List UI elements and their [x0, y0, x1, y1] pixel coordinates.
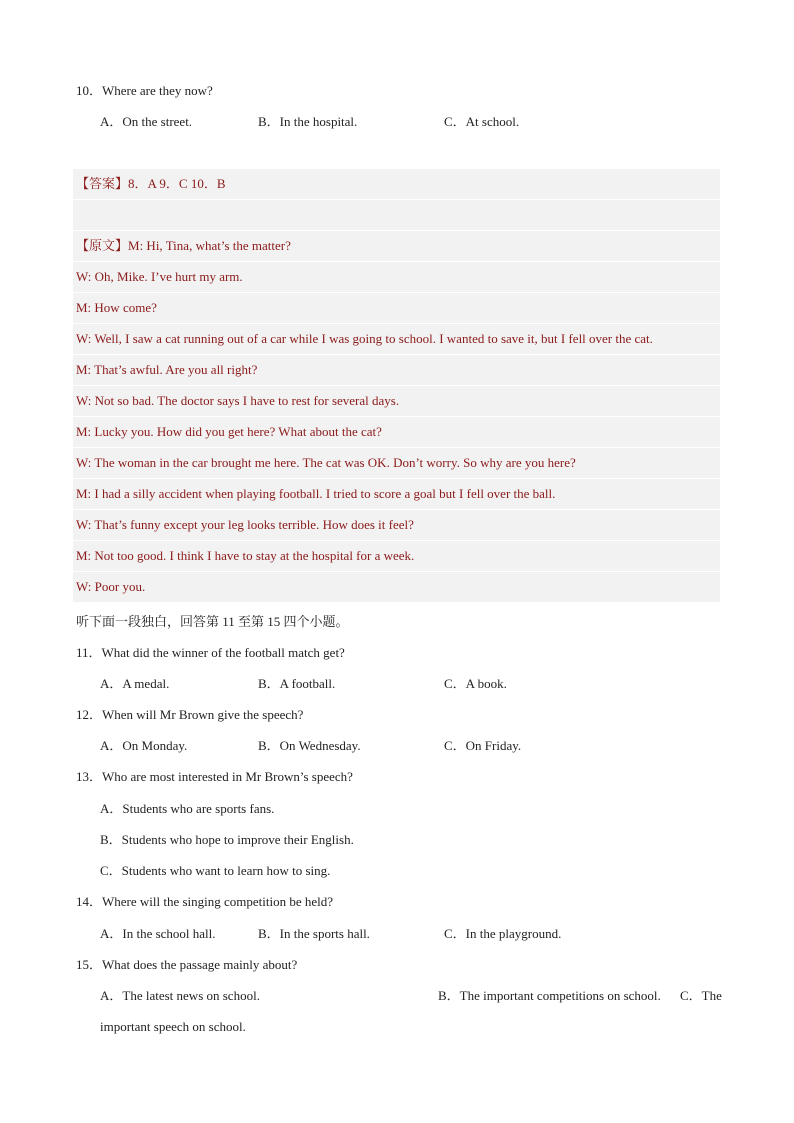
transcript-line-7: M: Lucky you. How did you get here? What about the cat?: [76, 424, 382, 439]
question-15-option-a: A．The latest news on school.: [100, 988, 260, 1003]
transcript-line-10: W: That’s funny except your leg looks terrible. How does it feel?: [76, 517, 414, 532]
question-14-option-a: A．In the school hall.: [100, 926, 216, 941]
question-15-option-c-continued: important speech on school.: [100, 1019, 246, 1034]
question-14-option-b: B．In the sports hall.: [258, 926, 370, 941]
question-13-stem: 13．Who are most interested in Mr Brown’s speech?: [76, 769, 353, 784]
transcript-line-6: W: Not so bad. The doctor says I have to rest for several days.: [76, 393, 400, 408]
transcript-line-8: W: The woman in the car brought me here. The cat was OK. Don’t worry. So why are you here?: [76, 455, 576, 470]
question-12-option-c: C．On Friday.: [444, 738, 522, 753]
question-10-option-a: A．On the street.: [100, 114, 193, 129]
transcript-line-11: M: Not too good. I think I have to stay at the hospital for a week.: [76, 548, 415, 563]
transcript-line-1: M: Hi, Tina, what’s the matter?: [128, 238, 291, 253]
transcript-line-5: M: That’s awful. Are you all right?: [76, 362, 258, 377]
question-11-option-b: B．A football.: [258, 676, 336, 691]
transcript-line-3: M: How come?: [76, 300, 157, 315]
transcript-band: [73, 262, 720, 293]
transcript-line-4: W: Well, I saw a cat running out of a car while I was going to school. I wanted to save it, but I fell over the cat.: [76, 331, 653, 346]
question-14-stem: 14．Where will the singing competition be held?: [76, 894, 334, 909]
transcript-band: [73, 448, 720, 479]
question-12-option-b: B．On Wednesday.: [258, 738, 361, 753]
transcript-band: [73, 386, 720, 417]
transcript-band: [73, 479, 720, 510]
question-12-stem: 12．When will Mr Brown give the speech?: [76, 707, 304, 722]
transcript-band: [73, 510, 720, 541]
transcript-band: [73, 231, 720, 262]
question-15-option-c: C．The: [680, 988, 722, 1003]
transcript-band: [73, 324, 720, 355]
question-13-option-a: A．Students who are sports fans.: [100, 801, 275, 816]
transcript-prefix: 【原文】: [76, 238, 129, 253]
question-10-option-b: B．In the hospital.: [258, 114, 358, 129]
question-10-option-c: C．At school.: [444, 114, 520, 129]
answer-text: 8．A 9．C 10．B: [128, 176, 226, 191]
transcript-line-12: W: Poor you.: [76, 579, 146, 594]
question-15-stem: 15．What does the passage mainly about?: [76, 957, 298, 972]
question-12-option-a: A．On Monday.: [100, 738, 188, 753]
question-13-option-b: B．Students who hope to improve their English.: [100, 832, 354, 847]
question-15-option-b: B．The important competitions on school.: [438, 988, 661, 1003]
transcript-line-9: M: I had a silly accident when playing football. I tried to score a goal but I fell over the ball.: [76, 486, 556, 501]
answer-line: [76, 175, 226, 193]
transcript-band: [73, 541, 720, 572]
transcript-band: [73, 293, 720, 324]
transcript-line: [76, 237, 291, 255]
transcript-band: [73, 572, 720, 603]
question-10-stem: 10．Where are they now?: [76, 83, 213, 98]
transcript-band: [73, 355, 720, 386]
transcript-band: [73, 417, 720, 448]
blank-band: [73, 200, 720, 231]
question-14-option-c: C．In the playground.: [444, 926, 562, 941]
question-13-option-c: C．Students who want to learn how to sing.: [100, 863, 331, 878]
answer-band: [73, 169, 720, 200]
transcript-line-2: W: Oh, Mike. I’ve hurt my arm.: [76, 269, 243, 284]
question-11-option-c: C．A book.: [444, 676, 507, 691]
section-intro: 听下面一段独白，回答第 11 至第 15 四个小题。: [76, 614, 349, 629]
question-11-option-a: A．A medal.: [100, 676, 170, 691]
answer-prefix: 【答案】: [76, 176, 129, 191]
question-11-stem: 11．What did the winner of the football match get?: [76, 645, 345, 660]
